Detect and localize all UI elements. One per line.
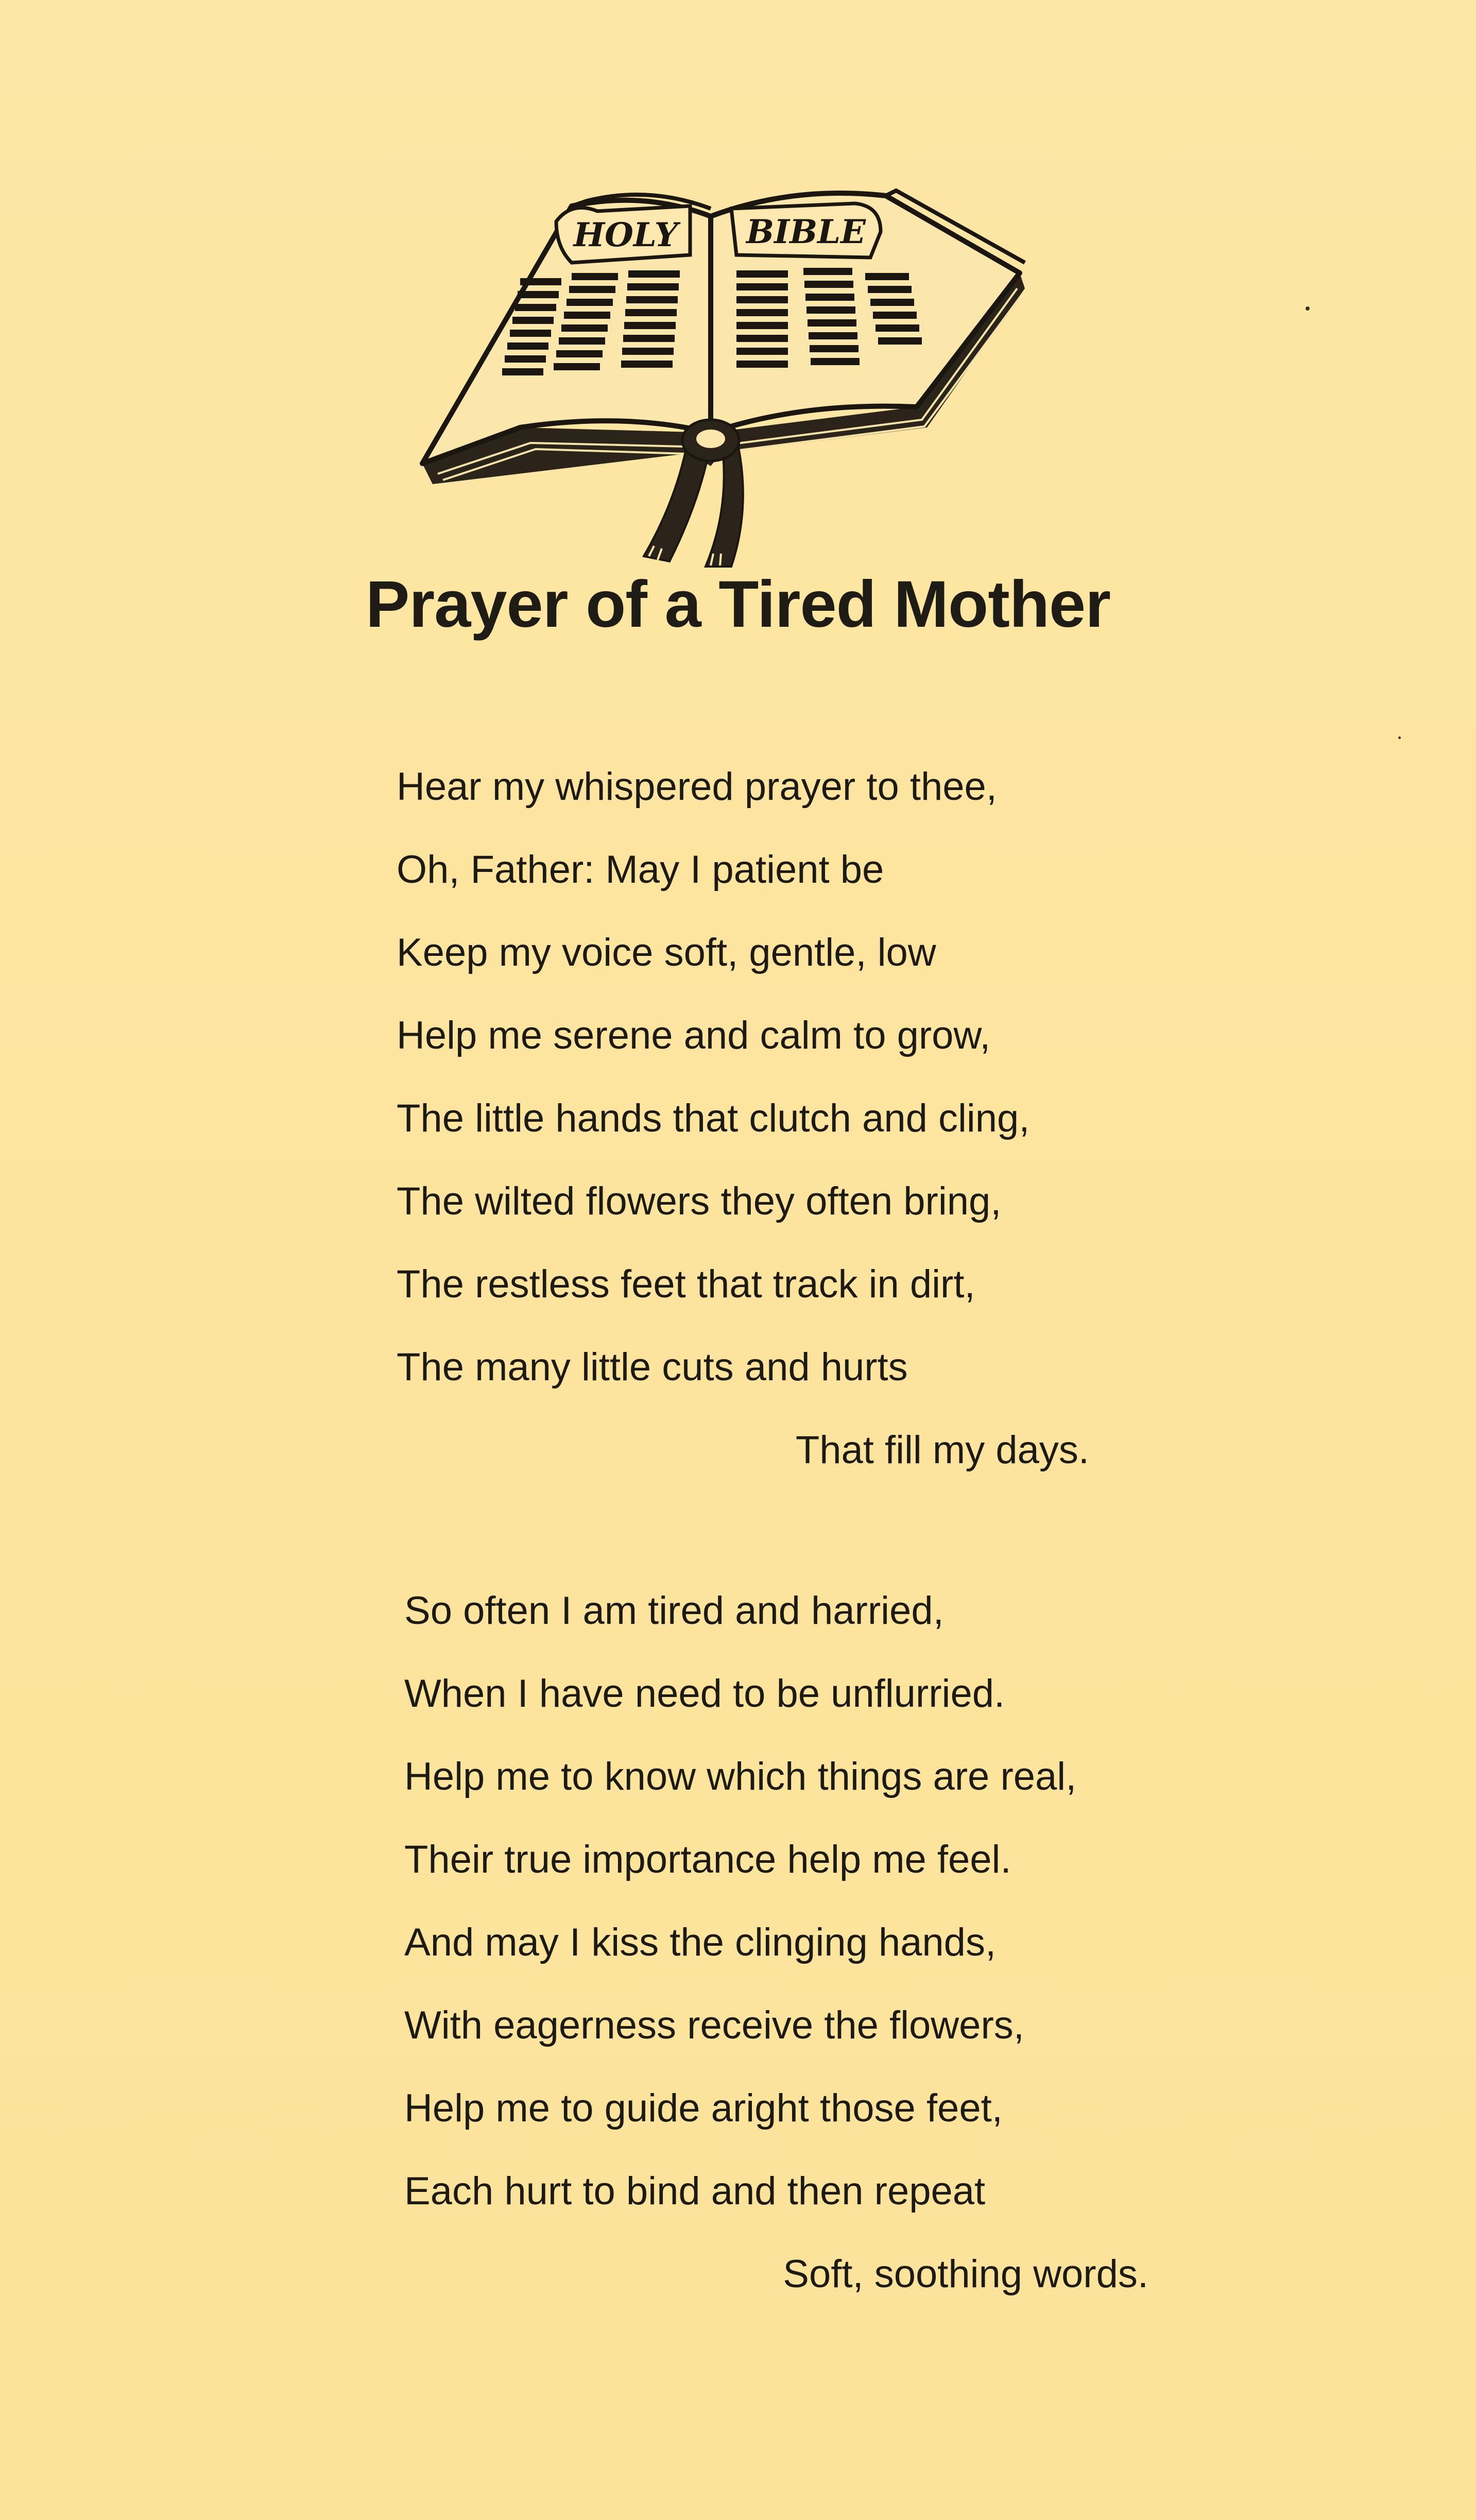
poem-line: Help me serene and calm to grow,	[397, 1014, 991, 1057]
poem-line: The restless feet that track in dirt,	[397, 1262, 975, 1306]
poem-line: The many little cuts and hurts	[397, 1345, 908, 1389]
poem-line: Help me to know which things are real,	[404, 1755, 1077, 1798]
poem-stanza-2	[404, 1586, 1228, 2333]
poem-line-closing: That fill my days.	[795, 1428, 1089, 1472]
poem-stanza-1	[397, 762, 1221, 1508]
bible-cover-right-text: BIBLE	[746, 213, 866, 251]
poem-line: Hear my whispered prayer to thee,	[397, 765, 997, 809]
poem-line: When I have need to be unflurried.	[404, 1672, 1005, 1716]
poem-line: With eagerness receive the flowers,	[404, 2003, 1024, 2047]
poem-line: Their true importance help me feel.	[404, 1838, 1011, 1881]
poem-line: Each hurt to bind and then repeat	[404, 2169, 986, 2213]
poem-line: The wilted flowers they often bring,	[397, 1179, 1002, 1223]
poem-line-closing: Soft, soothing words.	[783, 2252, 1148, 2296]
bible-cover-left-text: HOLY	[573, 216, 678, 254]
poem-line: And may I kiss the clinging hands,	[404, 1921, 997, 1964]
poem-line: Help me to guide aright those feet,	[404, 2086, 1003, 2130]
page-title: Prayer of a Tired Mother	[365, 568, 1111, 641]
poem-line: Oh, Father: May I patient be	[397, 848, 884, 892]
poem-line: The little hands that clutch and cling,	[397, 1096, 1030, 1140]
ink-speck	[1398, 736, 1401, 739]
ink-speck	[1306, 306, 1310, 311]
poem-line: Keep my voice soft, gentle, low	[397, 931, 936, 974]
open-bible-icon	[402, 185, 1030, 577]
poem-line: So often I am tired and harried,	[404, 1589, 944, 1633]
